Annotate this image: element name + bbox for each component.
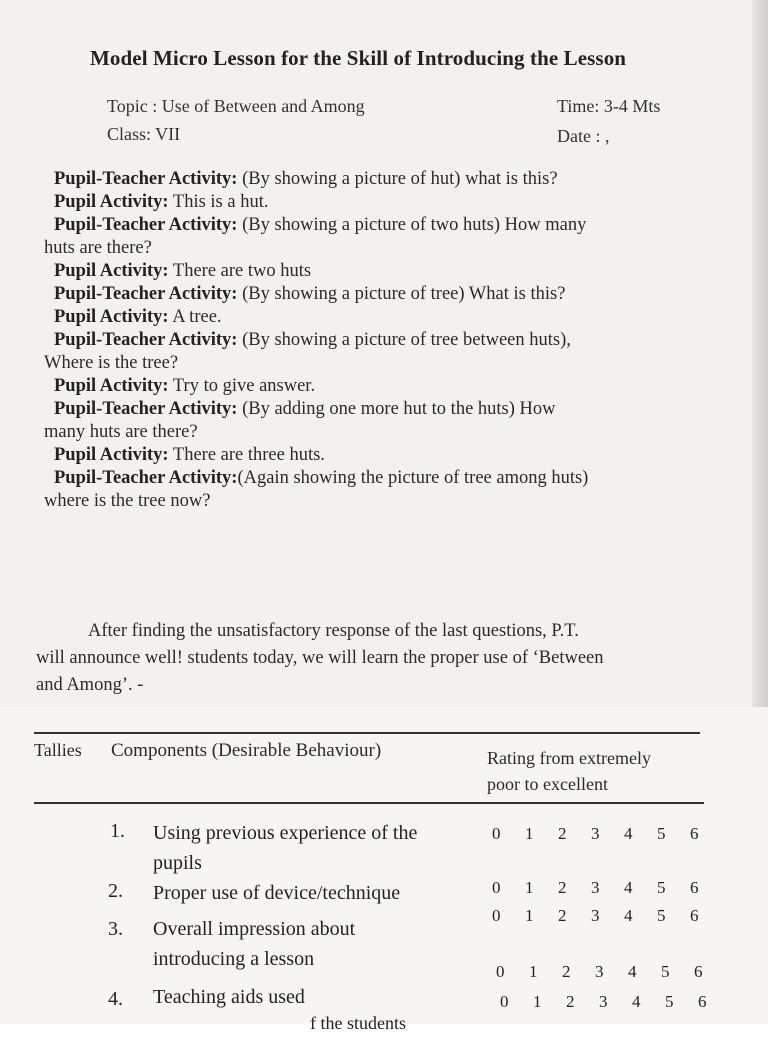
dialogue-line: Pupil-Teacher Activity: (By showing a picture of tree) What is this? [54,284,566,304]
row-component-partial: f the students [310,1013,406,1033]
dialogue-line: Pupil Activity: Try to give answer. [54,376,316,396]
closing-line: and Among’. - [36,675,144,695]
row-number: 1. [110,820,125,842]
rating-scale: 0 1 2 3 4 5 6 [496,962,703,981]
row-number: 3. [108,918,123,940]
dialogue-line: Pupil-Teacher Activity:(Again showing the picture of tree among huts) [54,468,589,488]
closing-line: After finding the unsatisfactory response of the last questions, P.T. [88,621,579,641]
header-components: Components (Desirable Behaviour) [111,740,382,761]
class-label: Class: VII [107,124,181,144]
dialogue-line: Pupil-Teacher Activity: (By adding one more hut to the huts) How [54,399,556,419]
dialogue-line: Pupil-Teacher Activity: (By showing a picture of hut) what is this? [54,169,558,189]
date-label: Date : , [557,126,610,146]
book-spine-edge [752,0,768,707]
time-label: Time: 3-4 Mts [557,96,661,116]
rating-scale: 0 1 2 3 4 5 6 [492,878,699,897]
dialogue-line: Pupil Activity: There are three huts. [54,445,325,465]
dialogue-line: Where is the tree? [44,353,179,373]
dialogue-line: where is the tree now? [44,491,211,511]
rating-scale: 0 1 2 3 4 5 6 [492,824,699,843]
row-component: Teaching aids used [153,986,305,1008]
table-top-rule [34,732,700,734]
table-header-rule [34,802,704,804]
row-number: 2. [108,880,123,902]
page-title: Model Micro Lesson for the Skill of Introducing the Lesson [90,46,627,70]
dialogue-line: huts are there? [44,238,152,258]
dialogue-line: Pupil Activity: There are two huts [54,261,312,281]
header-tallies: Tallies [34,740,82,760]
row-component: Proper use of device/technique [153,882,401,904]
closing-paragraph [36,618,726,699]
topic-label: Topic : Use of Between and Among [107,96,365,116]
header-rating-line2: poor to excellent [487,774,608,794]
rating-scale: 0 1 2 3 4 5 6 [500,992,707,1011]
rating-scale: 0 1 2 3 4 5 6 [492,906,699,925]
dialogue-line: Pupil Activity: A tree. [54,307,222,327]
row-number: 4. [108,988,123,1010]
closing-line: will announce well! students today, we will learn the proper use of ‘Between [36,648,604,668]
dialogue-line: Pupil-Teacher Activity: (By showing a picture of tree between huts), [54,330,571,350]
dialogue-line: Pupil Activity: This is a hut. [54,192,269,212]
row-component: Overall impression about introducing a lesson [153,918,356,970]
header-rating-line1: Rating from extremely [487,748,651,768]
row-component: Using previous experience of the pupils [153,822,418,874]
dialogue-block [44,168,744,513]
dialogue-line: Pupil-Teacher Activity: (By showing a picture of two huts) How many [54,215,587,235]
dialogue-line: many huts are there? [44,422,198,442]
